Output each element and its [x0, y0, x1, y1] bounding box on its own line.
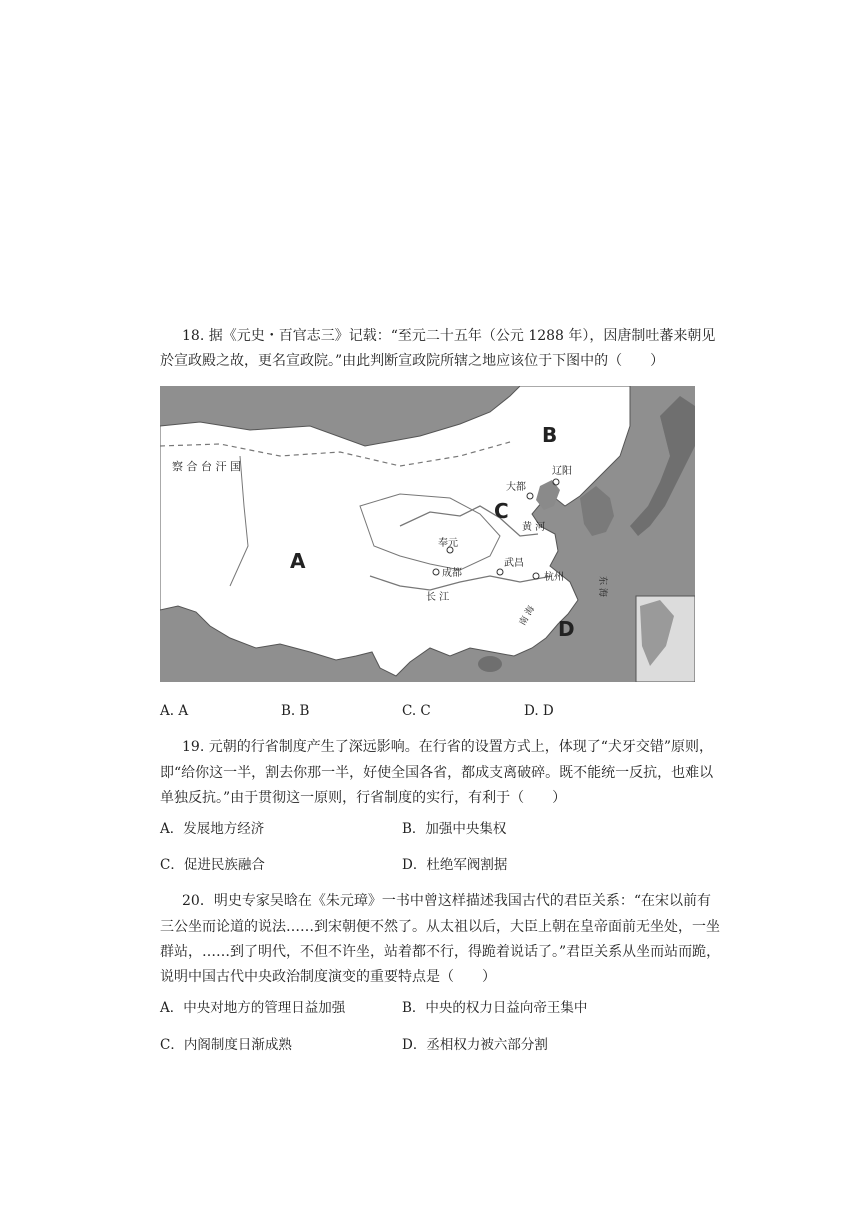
label-fengyuan: 奉元: [438, 538, 458, 549]
hainan-island: [478, 656, 502, 672]
q19-text-line2: 即“给你这一半，割去你那一半，好使全国各省，都成支离破碎。既不能统一反抗，也难以: [160, 765, 714, 781]
label-chagatai: 察 合 台 汗 国: [172, 460, 241, 473]
q19-option-b: B．加强中央集权: [402, 821, 507, 837]
q20-text-line1: 20．明史专家吴晗在《朱元璋》一书中曾这样描述我国古代的君臣关系：“在宋以前有: [182, 893, 711, 909]
label-A: A: [290, 549, 306, 573]
label-liaoyang: 辽阳: [552, 466, 572, 477]
q20-option-a: A．中央对地方的管理日益加强: [160, 1000, 346, 1016]
q19-text-line3: 单独反抗。”由于贯彻这一原则，行省制度的实行，有利于（ ）: [160, 790, 567, 806]
q19-option-c: C．促进民族融合: [160, 857, 265, 873]
label-hangzhou: 杭州: [544, 572, 564, 583]
label-huanghe: 黄 河: [522, 522, 546, 533]
label-wuchang: 武昌: [504, 558, 524, 569]
label-nanhai: 南 海: [517, 604, 538, 628]
q18-option-a: A. A: [160, 703, 189, 719]
label-donghai: 东 海: [597, 576, 607, 597]
label-chengdu: 成都: [442, 568, 462, 579]
label-D: D: [558, 617, 575, 641]
label-B: B: [542, 423, 558, 447]
q20-option-d: D．丞相权力被六部分割: [402, 1037, 548, 1053]
label-C: C: [494, 499, 509, 523]
q20-text-line4: 说明中国古代中央政治制度演变的重要特点是（ ）: [160, 969, 496, 985]
label-changjiang: 长 江: [426, 592, 450, 603]
q20-option-c: C．内阁制度日渐成熟: [160, 1037, 292, 1053]
q19-text-line1: 19. 元朝的行省制度产生了深远影响。在行省的设置方式上，体现了“犬牙交错”原则，: [182, 739, 714, 755]
q20-option-b: B．中央的权力日益向帝王集中: [402, 1000, 588, 1016]
korea-peninsula: [580, 486, 614, 536]
q20-text-line3: 群站，……到了明代，不但不许坐，站着都不行，得跪着说话了。”君臣关系从坐而站而跪，: [160, 944, 721, 960]
q18-option-d: D. D: [524, 703, 554, 719]
q18-option-b: B. B: [281, 703, 310, 719]
q18-option-c: C. C: [402, 703, 431, 719]
q19-option-d: D．杜绝军阀割据: [402, 857, 508, 873]
q18-text-line1: 18. 据《元史・百官志三》记载：“至元二十五年（公元 1288 年），因唐制吐蕃来朝见: [182, 328, 716, 344]
label-dadu: 大都: [506, 482, 526, 493]
yuan-dynasty-map: [160, 386, 695, 682]
q18-text-line2: 於宣政殿之故，更名宣政院。”由此判断宣政院所辖之地应该位于下图中的（ ）: [160, 353, 665, 369]
q19-option-a: A．发展地方经济: [160, 821, 265, 837]
japan-islands: [630, 396, 695, 536]
q20-text-line2: 三公坐而论道的说法……到宋朝便不然了。从太祖以后，大臣上朝在皇帝面前无坐处，一坐: [160, 919, 720, 935]
